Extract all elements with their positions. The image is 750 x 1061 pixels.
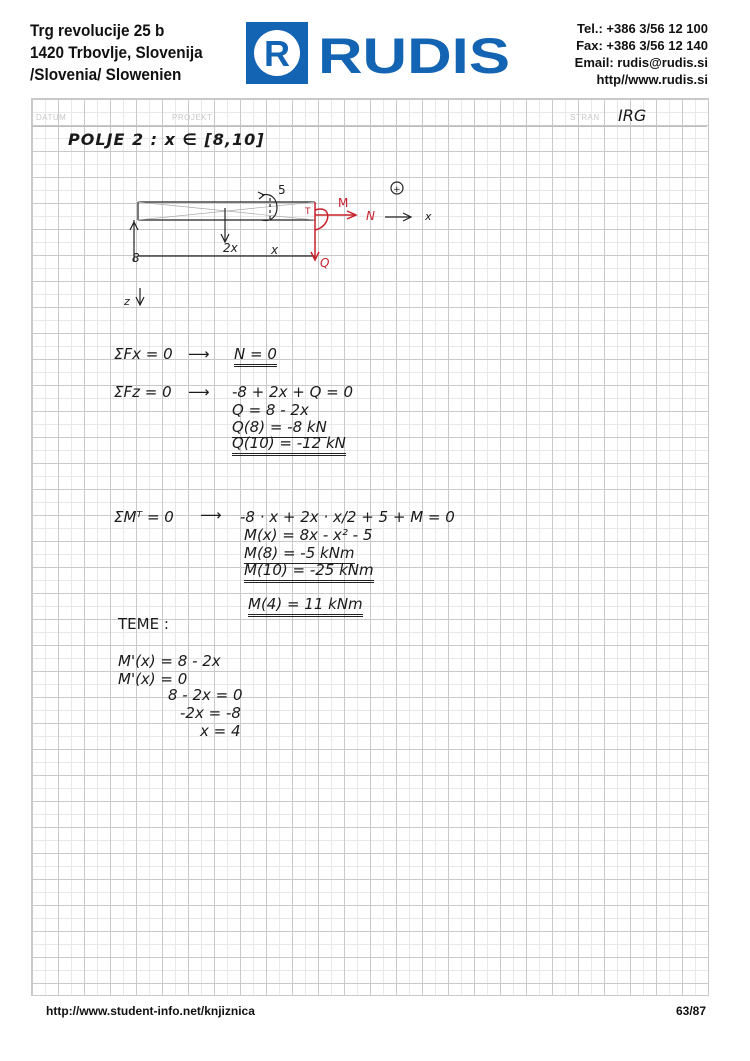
- vertex-line: M'(x) = 0: [118, 670, 188, 688]
- normal-force-N-label: N: [366, 209, 375, 223]
- vertex-heading: TEME :: [118, 615, 169, 633]
- contact-fax: Fax: +386 3/56 12 140: [576, 38, 708, 53]
- footer-url[interactable]: http://www.student-info.net/knjiznica: [46, 1004, 255, 1018]
- address-line: 1420 Trbovlje, Slovenija: [30, 43, 203, 62]
- vertex-line: M'(x) = 8 - 2x: [118, 652, 221, 670]
- distributed-load-label: 2x: [223, 241, 238, 255]
- sum-fz-lhs: ΣFz = 0: [114, 383, 172, 401]
- x-axis-label: x: [425, 210, 432, 223]
- strip-label-page: STRAN: [570, 113, 600, 122]
- page-number: 63/87: [675, 1004, 706, 1018]
- section-T-label: T: [305, 207, 311, 217]
- page-mark: IRG: [618, 106, 647, 125]
- shear-at-10: Q(10) = -12 kN: [232, 434, 346, 456]
- strip-label-date: DATUM: [36, 113, 67, 122]
- logo-letter: R: [264, 33, 290, 74]
- company-address: [30, 20, 203, 86]
- strip-label-project: PROJEKT: [172, 113, 213, 122]
- sum-m-equation: -8 · x + 2x · x/2 + 5 + M = 0: [240, 508, 455, 526]
- sum-fx-lhs: ΣFx = 0: [114, 345, 173, 363]
- vertex-line: x = 4: [200, 722, 241, 740]
- rotation-sign-label: +: [393, 185, 401, 195]
- length-label: x: [271, 243, 279, 257]
- sum-fx-result: N = 0: [234, 345, 277, 367]
- sum-m-lhs: ΣMᵀ = 0: [114, 508, 174, 526]
- shear-function: Q = 8 - 2x: [232, 401, 309, 419]
- section-title: POLJE 2 : x ∈ [8,10]: [68, 130, 265, 149]
- contact-phone: Tel.: +386 3/56 12 100: [577, 21, 708, 36]
- address-line: /Slovenia/ Slowenien: [30, 65, 182, 84]
- rudis-logo: [246, 22, 512, 84]
- arrow-icon: ⟶: [200, 506, 222, 524]
- vertex-line: -2x = -8: [180, 704, 241, 722]
- sheet-header-strip: [31, 98, 707, 127]
- letterhead: [0, 0, 750, 96]
- sum-fz-equation: -8 + 2x + Q = 0: [232, 383, 354, 401]
- logo-wordmark: RUDIS: [318, 28, 510, 84]
- shear-force-Q-label: Q: [320, 256, 330, 270]
- address-line: Trg revolucije 25 b: [30, 21, 165, 40]
- moment-at-10: M(10) = -25 kNm: [244, 561, 374, 583]
- left-force-label: 8: [132, 251, 140, 265]
- vertex-line: 8 - 2x = 0: [168, 686, 243, 704]
- arrow-icon: ⟶: [188, 345, 210, 363]
- contact-email: Email: rudis@rudis.si: [574, 55, 708, 70]
- moment-at-8: M(8) = -5 kNm: [244, 544, 355, 562]
- company-contact: [575, 20, 708, 88]
- contact-web: http//www.rudis.si: [596, 72, 708, 87]
- moment-value-label: 5: [278, 183, 286, 197]
- moment-M-label: M: [338, 196, 349, 210]
- z-axis-label: z: [124, 295, 130, 308]
- moment-at-4: M(4) = 11 kNm: [248, 595, 363, 617]
- shear-at-8: Q(8) = -8 kN: [232, 418, 327, 436]
- free-body-diagram: [100, 170, 460, 315]
- moment-function: M(x) = 8x - x² - 5: [244, 526, 373, 544]
- arrow-icon: ⟶: [188, 383, 210, 401]
